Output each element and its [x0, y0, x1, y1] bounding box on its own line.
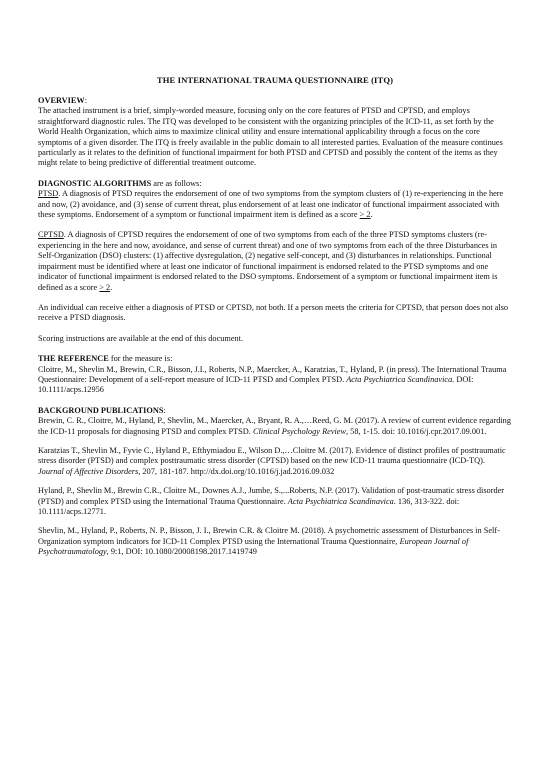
pub-text: Karatzias T., Shevlin M., Fyvie C., Hyland P., Efthymiadou E., Wilson D.,…Cloitre M. (2017). Evidence of distinct profiles of posttraumatic stress disorder (PTSD) and complex posttraumatic stress disorder (CPTSD) based on the new ICD-11 trauma questionnaire (ICD-TQ). — [38, 445, 506, 466]
reference-heading-line — [38, 354, 512, 364]
overview-text: The attached instrument is a brief, simply-worded measure, focusing only on the core features of PTSD and CPTSD, and employs straightforward diagnostic rules. The ITQ was developed to be consistent with the organizing principles of the ICD-11, as set forth by the World Health Organization, which aims to maximize clinical utility and ensure international applicability through a focus on the core symptoms of a given disorder. The ITQ is freely available in the public domain to all interested parties. Evaluation of the measure continues particularly as it relates to the definition of functional impairment for both PTSD and CPTSD and possibly the content of the items as they might relate to being predictive of differential treatment outcome. — [38, 106, 503, 168]
pub-text: Hyland, P., Shevlin M., Brewin C.R., Cloitre M., Downes A.J., Jumbe, S.,...Roberts, N.P. (2017). Validation of post-traumatic stress disorder (PTSD) and complex PTSD using the International Trauma Questionnaire. — [38, 486, 505, 506]
ptsd-score: > 2 — [359, 210, 371, 220]
ptsd-paragraph: PTSD. A diagnosis of PTSD requires the endorsement of one of two symptoms from the symptom clusters of (1) re-experiencing in the here and now, (2) avoidance, and (3) sense of current threat, plus endorsement of at least one indicator of functional impairment associated with these symptoms. Endorsement of a symptom or functional impairment item is defined as a score > 2. — [38, 189, 504, 220]
ptsd-text: . A diagnosis of PTSD requires the endorsement of one of two symptoms from the symptom clusters of (1) re-experiencing in the here and now, (2) avoidance, and (3) sense of current threat, plus endorsement of at least one indicator of functional impairment associated with these symptoms. Endorsement of a symptom or functional impairment item is defined as a score — [38, 189, 504, 220]
pub-journal: European Journal of Psychotraumatology — [38, 536, 469, 557]
pub-details: . 136, 313-322. doi: 10.1111/acps.12771. — [38, 496, 460, 516]
reference-heading: THE REFERENCE — [38, 354, 109, 364]
pub-details: , 9:1, DOI: 10.1080/20008198.2017.1419749 — [106, 547, 257, 557]
algorithms-heading-suffix: are as follows: — [151, 178, 202, 188]
pub-journal: Journal of Affective Disorders, — [38, 466, 141, 476]
reference-heading-suffix: for the measure is: — [108, 354, 173, 364]
pub-text: Brewin, C. R., Cloitre, M., Hyland, P., Shevlin, M., Maercker, A., Bryant, R. A.,…Reed, G. M. (2017). A review of current evidence regarding the ICD-11 proposals for diagnosing PTSD and complex PTSD. — [38, 416, 511, 436]
pub-journal: Clinical Psychology Review — [252, 426, 347, 436]
scoring-note: Scoring instructions are available at the end of this document. — [38, 333, 244, 343]
cptsd-label: CPTSD — [38, 230, 64, 240]
background-heading: BACKGROUND PUBLICATIONS — [38, 405, 164, 415]
overview-heading: OVERVIEW — [38, 96, 85, 105]
cptsd-score: > 2 — [99, 282, 111, 292]
cptsd-text: . A diagnosis of CPTSD requires the endorsement of one of two symptoms from each of the three PTSD symptoms clusters (re-experiencing in the here and now, avoidance, and sense of current threat) and one of two symptoms from each of the three Disturbances in Self-Organization (DSO) clusters: (1) affective dysregulation, (2) negative self-concept, and (3) disturbances in relationships. Functional impairment must be identified where at least one indicator of functional impairment is endorsed related to the PTSD symptoms and one indicator of functional impairment is endorsed related to the DSO symptoms. Endorsement of a symptom or functional impairment item is defined as a score — [38, 230, 498, 292]
pub-details: 207, 181-187. http://dx.doi.org/10.1016/j.jad.2016.09.032 — [140, 466, 335, 476]
document-title: THE INTERNATIONAL TRAUMA QUESTIONNAIRE (ITQ) — [156, 75, 394, 85]
background-pub — [38, 526, 512, 557]
algorithms-heading-line — [38, 179, 512, 189]
either-diagnosis-text: An individual can receive either a diagnosis of PTSD or CPTSD, not both. If a person meets the criteria for CPTSD, that person does not also receive a PTSD diagnosis. — [38, 302, 509, 323]
pub-details: , 58, 1-15. doi: 10.1016/j.cpr.2017.09.001. — [346, 426, 487, 436]
ptsd-label: PTSD — [38, 189, 59, 199]
pub-journal: Acta Psychiatrica Scandinavica — [287, 496, 394, 506]
overview-section: OVERVIEW: — [38, 96, 88, 105]
reference-citation — [38, 365, 512, 396]
reference-text: Cloitre, M., Shevlin M., Brewin, C.R., Bisson, J.I., Roberts, N.P., Maercker, A., Karatzias, T., Hyland, P. (in press). The International Trauma Questionnaire: Development of a self-report measure of ICD-11 PTSD and Complex PTSD. — [38, 364, 507, 384]
cptsd-paragraph: CPTSD. A diagnosis of CPTSD requires the endorsement of one of two symptoms from each of the three PTSD symptoms clusters (re-experiencing in the here and now, avoidance, and sense of current threat) and one of two symptoms from each of the three Disturbances in Self-Organization (DSO) clusters: (1) affective dysregulation, (2) negative self-concept, and (3) disturbances in relationships. Functional impairment must be identified where at least one indicator of functional impairment is endorsed related to the PTSD symptoms and one indicator of functional impairment is endorsed related to the DSO symptoms. Endorsement of a symptom or functional impairment item is defined as a score > 2. — [38, 230, 498, 292]
background-pub — [38, 446, 512, 477]
reference-journal: Acta Psychiatrica Scandinavica. — [346, 374, 455, 384]
background-pub — [38, 416, 512, 437]
pub-text: Shevlin, M., Hyland, P., Roberts, N. P., Bisson, J. I., Brewin C.R. & Cloitre M. (2018). A psychometric assessment of Disturbances in Self-Organization symptom indicators for ICD-11 Complex PTSD using the International Trauma Questionnaire, — [38, 526, 500, 546]
background-pub — [38, 486, 512, 517]
algorithms-heading: DIAGNOSTIC ALGORITHMS — [38, 178, 152, 188]
reference-doi: DOI: 10.1111/acps.12956 — [38, 374, 474, 395]
background-heading-line: BACKGROUND PUBLICATIONS: — [38, 405, 166, 415]
